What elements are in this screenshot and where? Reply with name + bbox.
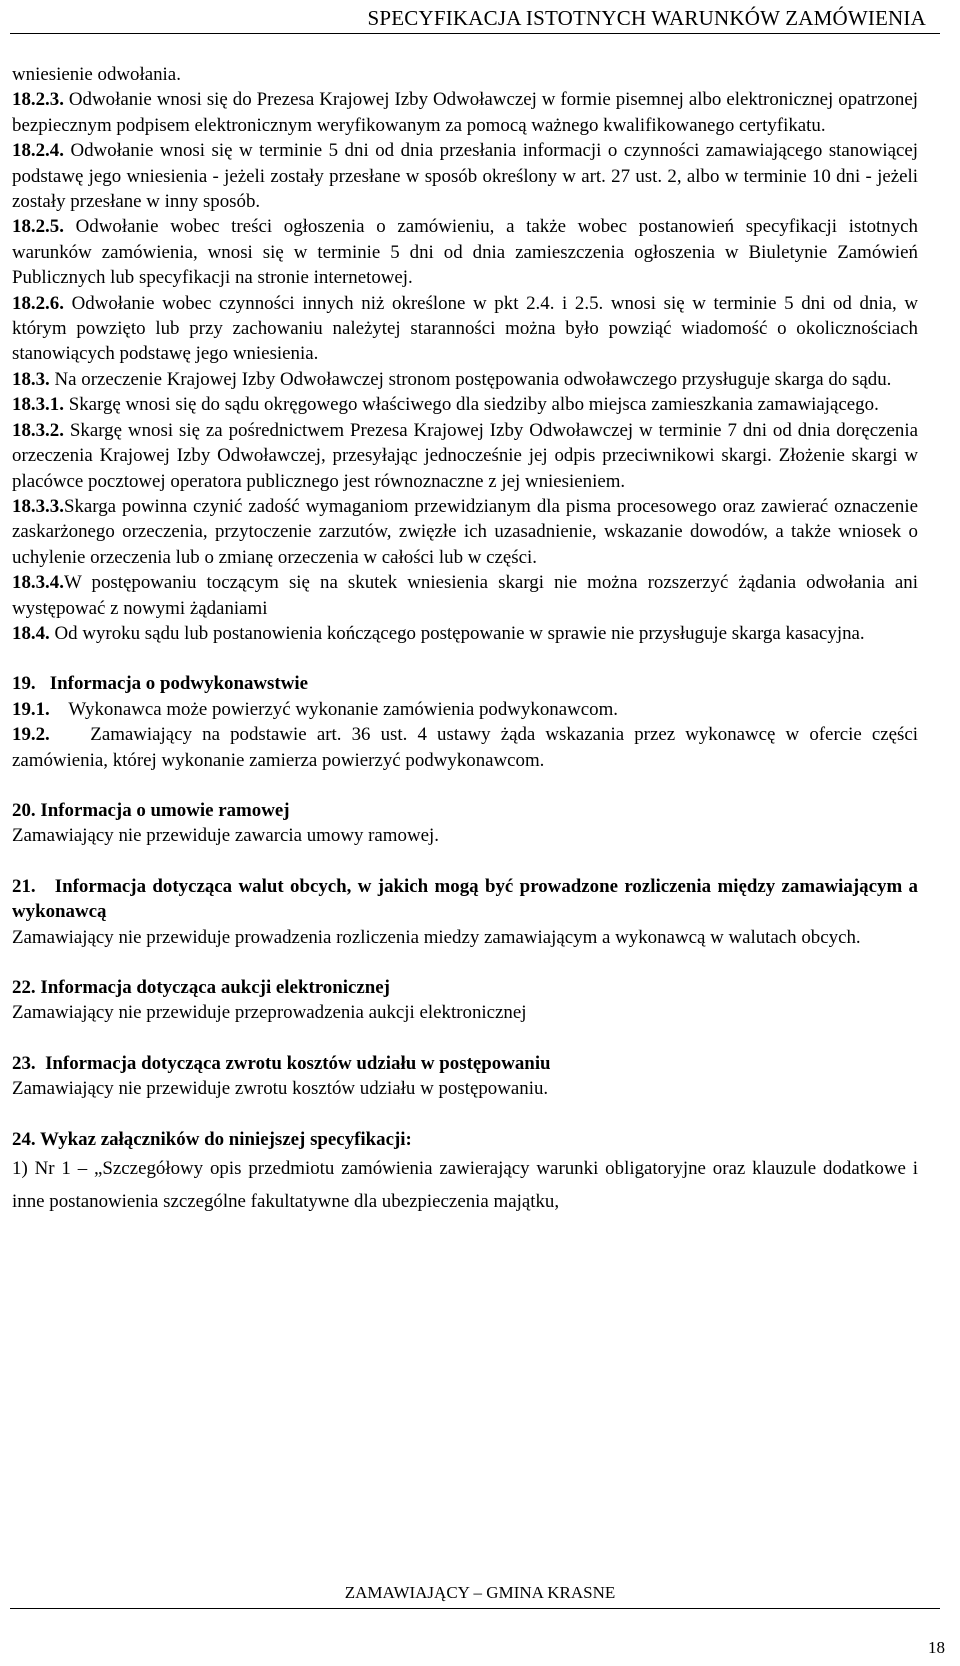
paragraph-19-2: 19.2. Zamawiający na podstawie art. 36 ust. 4 ustawy żąda wskazania przez wykonawcę w ofercie części zamówienia, której wykonanie zamierza powierzyć podwykonawcom.: [12, 724, 919, 771]
paragraph-number: 18.2.5.: [12, 216, 64, 238]
paragraph-number: 18.3.1.: [12, 394, 64, 416]
paragraph-18-3-1: 18.3.1. Skargę wnosi się do sądu okręgowego właściwego dla siedziby albo miejsca zamieszkania zamawiającego.: [12, 394, 879, 416]
paragraph-number: 18.3.4.: [12, 572, 64, 594]
section-23-heading: 23. Informacja dotycząca zwrotu kosztów udziału w postępowaniu: [12, 1052, 551, 1074]
section-24-text: 1) Nr 1 – „Szczegółowy opis przedmiotu zamówienia zawierający warunki obligatoryjne oraz klauzule dodatkowe i inne postanowienia szczególne fakultatywne dla ubezpieczenia majątku,: [12, 1158, 918, 1213]
section-20-text: Zamawiający nie przewiduje zawarcia umowy ramowej.: [12, 825, 439, 847]
page-number: 18: [928, 1638, 945, 1657]
footer-rule: [10, 1608, 940, 1609]
header-rule: [10, 33, 940, 34]
paragraph-18-3-2: 18.3.2. Skargę wnosi się za pośrednictwem Prezesa Krajowej Izby Odwoławczej w terminie 7 dni od dnia doręczenia orzeczenia Krajowej Izby Odwoławczej, przesyłając jednocześnie jej odpis przeciwnikowi skargi. Złożenie skargi w placówce pocztowej operatora publicznego jest równoznaczne z jej wniesieniem.: [12, 419, 918, 492]
paragraph-number: 18.2.6.: [12, 292, 64, 314]
section-22-text: Zamawiający nie przewiduje przeprowadzenia aukcji elektronicznej: [12, 1002, 527, 1024]
section-21-text: Zamawiający nie przewiduje prowadzenia rozliczenia miedzy zamawiającym a wykonawcą w walutach obcych.: [12, 926, 861, 948]
paragraph-number: 18.2.4.: [12, 140, 64, 162]
section-20-heading: 20. Informacja o umowie ramowej: [12, 799, 290, 821]
paragraph-18-2-4: 18.2.4. Odwołanie wnosi się w terminie 5 dni od dnia przesłania informacji o czynności zamawiającego stanowiącej podstawę jego wniesienia - jeżeli zostały przesłane w sposób określony w art. 27 ust. 2, albo w terminie 10 dni - jeżeli zostały przesłane w inny sposób.: [12, 140, 918, 213]
paragraph-continuation: wniesienie odwołania.: [12, 64, 181, 85]
paragraph-18-2-3: 18.2.3. Odwołanie wnosi się do Prezesa Krajowej Izby Odwoławczej w formie pisemnej albo elektronicznej opatrzonej bezpiecznym podpisem elektronicznym weryfikowanym za pomocą ważnego kwalifikowanego certyfikatu.: [12, 89, 918, 136]
paragraph-19-1: 19.1. Wykonawca może powierzyć wykonanie zamówienia podwykonawcom.: [12, 698, 618, 720]
section-21-heading: 21. Informacja dotycząca walut obcych, w jakich mogą być prowadzone rozliczenia między zamawiającym a wykonawcą: [12, 875, 918, 923]
paragraph-18-2-5: 18.2.5. Odwołanie wobec treści ogłoszenia o zamówieniu, a także wobec postanowień specyfikacji istotnych warunków zamówienia, wnosi się w terminie 5 dni od dnia zamieszczenia ogłoszenia w Biuletynie Zamówień Publicznych lub specyfikacji na stronie internetowej.: [12, 216, 918, 289]
paragraph-18-3: 18.3. Na orzeczenie Krajowej Izby Odwoławczej stronom postępowania odwoławczego przysługuje skarga do sądu.: [12, 368, 892, 390]
paragraph-number: 18.3.2.: [12, 419, 64, 441]
section-19-heading: 19. Informacja o podwykonawstwie: [12, 673, 308, 695]
section-23-text: Zamawiający nie przewiduje zwrotu kosztów udziału w postępowaniu.: [12, 1078, 549, 1100]
paragraph-number: 18.3.: [12, 368, 50, 390]
page-footer: ZAMAWIAJĄCY – GMINA KRASNE: [344, 1583, 616, 1602]
paragraph-18-2-6: 18.2.6. Odwołanie wobec czynności innych niż określone w pkt 2.4. i 2.5. wnosi się w terminie 5 dni od dnia, w którym powzięto lub przy zachowaniu należytej staranności można było powziąć wiadomość o okolicznościach stanowiących podstawę jego wniesienia.: [12, 292, 918, 365]
section-24-heading: 24. Wykaz załączników do niniejszej specyfikacji:: [12, 1128, 412, 1150]
paragraph-number: 18.3.3.: [12, 495, 64, 517]
section-22-heading: 22. Informacja dotycząca aukcji elektronicznej: [12, 977, 390, 998]
paragraph-18-3-4: 18.3.4.W postępowaniu toczącym się na skutek wniesienia skargi nie można rozszerzyć żądania odwołania ani występować z nowymi żądaniami: [12, 572, 918, 619]
paragraph-number: 18.4.: [12, 622, 50, 644]
paragraph-18-3-3: 18.3.3.Skarga powinna czynić zadość wymaganiom przewidzianym dla pisma procesowego oraz zawierać oznaczenie zaskarżonego orzeczenia, przytoczenie zarzutów, zwięzłe ich uzasadnienie, wskazanie dowodów, a także wniosek o uchylenie orzeczenia lub o zmianę orzeczenia w całości lub w części.: [12, 495, 918, 568]
paragraph-number: 18.2.3.: [12, 89, 64, 111]
paragraph-18-4: 18.4. Od wyroku sądu lub postanowienia kończącego postępowanie w sprawie nie przysługuje skarga kasacyjna.: [12, 622, 865, 644]
document-body: [12, 62, 918, 1218]
page-header: SPECYFIKACJA ISTOTNYCH WARUNKÓW ZAMÓWIENIA: [367, 6, 926, 30]
